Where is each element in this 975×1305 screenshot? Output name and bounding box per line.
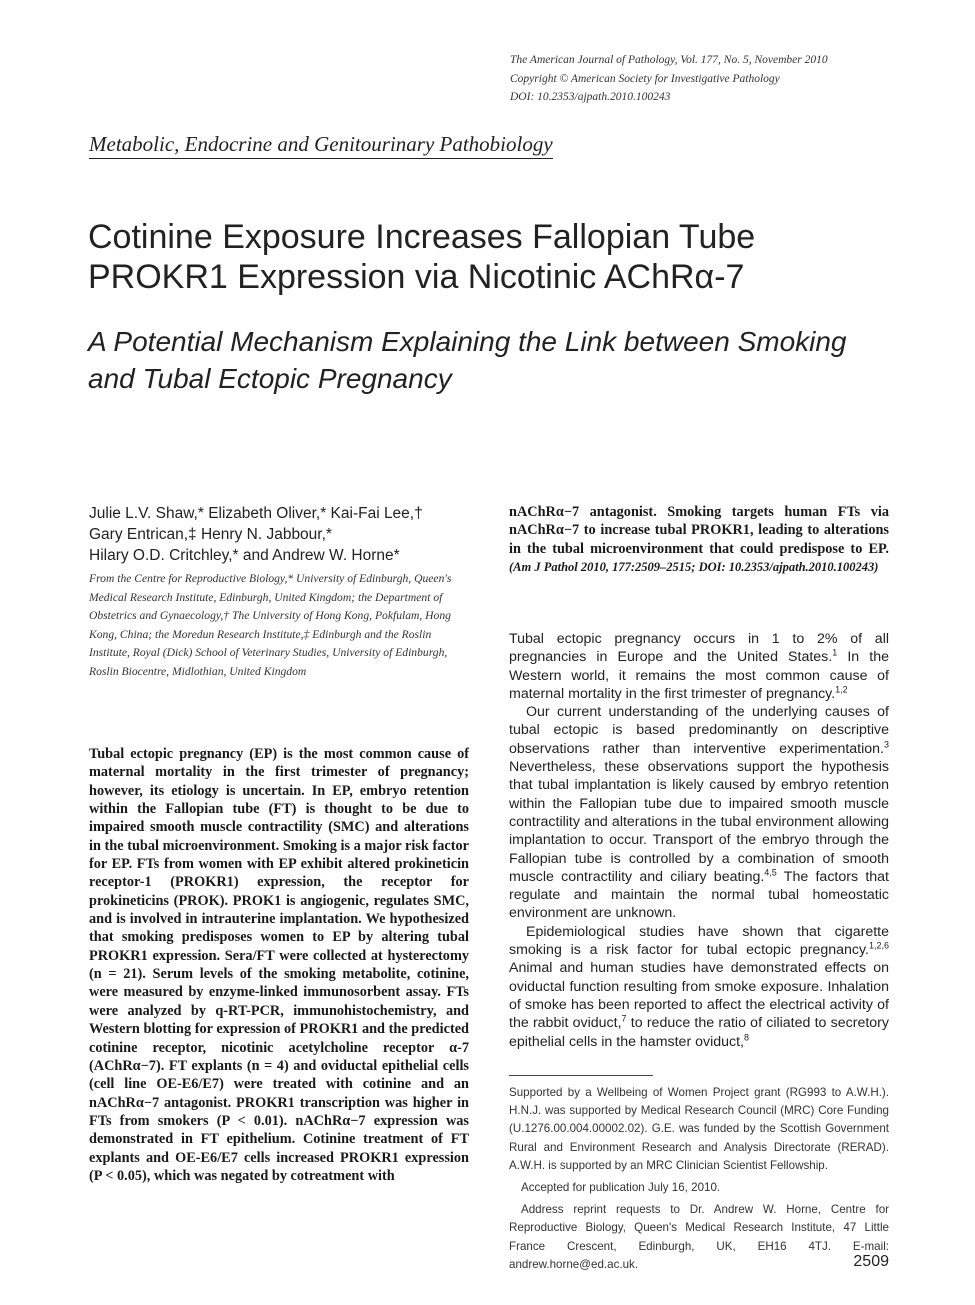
- abstract-column-left: Tubal ectopic pregnancy (EP) is the most common cause of maternal mortality in the first trimester of pregnancy; however, its etiology is uncertain. In EP, embryo retention within the Fallopian tube (FT) is thought to be due to impaired smooth muscle contractility (SMC) and alterations in the tubal microenvironment. Smoking is a major risk factor for EP. FTs from women with EP exhibit altered prokineticin receptor-1 (PROKR1) expression, the receptor for prokineticins (PROK). PROK1 is angiogenic, regulates SMC, and is involved in intrauterine implantation. We hypothesized that smoking predisposes women to EP by altering tubal PROKR1 expression. Sera/FT were collected at hysterectomy (n = 21). Serum levels of the smoking metabolite, cotinine, were measured by enzyme-linked immunosorbent assay. FTs were analyzed by q-RT-PCR, immunohistochemistry, and Western blotting for expression of PROKR1 and the predicted cotinine receptor, nicotinic acetylcholine receptor α-7 (AChRα−7). FT explants (n = 4) and oviductal epithelial cells (cell line OE-E6/E7) were treated with cotinine and an nAChRα−7 antagonist. PROKR1 transcription was higher in FTs from smokers (P < 0.01). nAChRα−7 expression was demonstrated in FT epithelium. Cotinine treatment of FT explants and OE-E6/E7 cells increased PROKR1 expression (P < 0.05), which was negated by cotreatment with: [89, 746, 469, 1184]
- footnote-divider: [509, 1075, 653, 1076]
- subtitle-line-1: A Potential Mechanism Explaining the Link between Smoking: [88, 326, 847, 357]
- intro-p3-text-b: Animal and human studies have demonstrated effects on oviductal function resulting from smoke exposure. Inhalation of smoke has been reported to affect the electrical activity of the rabbit oviduct,: [509, 960, 889, 1032]
- accepted-note: Accepted for publication July 16, 2010.: [521, 1181, 721, 1195]
- abstract-citation: (Am J Pathol 2010, 177:2509–2515; DOI: 10.2353/ajpath.2010.100243): [509, 560, 879, 575]
- intro-p1-text: Tubal ectopic pregnancy occurs in 1 to 2% of all pregnancies in Europe and the United States.: [509, 631, 889, 666]
- article-title: [88, 217, 908, 297]
- reference-marker: 3: [883, 739, 889, 750]
- subtitle-line-2: and Tubal Ectopic Pregnancy: [88, 363, 452, 394]
- intro-p3-text-a: Epidemiological studies have shown that cigarette smoking is a risk factor for tubal ectopic pregnancy.: [509, 923, 889, 959]
- intro-paragraph-2: [509, 703, 889, 923]
- intro-paragraph-3: [509, 923, 889, 1051]
- intro-p3-text-c: to reduce the ratio of ciliated to secretory epithelial cells in the hamster oviduct,: [509, 1015, 889, 1050]
- section-header: Metabolic, Endocrine and Genitourinary Pathobiology: [89, 132, 553, 159]
- title-line-1: Cotinine Exposure Increases Fallopian Tube: [88, 218, 756, 256]
- authors-line-1: Julie L.V. Shaw,* Elizabeth Oliver,* Kai-Fai Lee,†: [89, 505, 423, 522]
- title-line-2: PROKR1 Expression via Nicotinic AChRα-7: [88, 258, 745, 296]
- intro-p2-text-c: The factors that regulate and maintain the normal tubal homeostatic environment are unknown.: [509, 868, 889, 922]
- introduction-text: [509, 630, 889, 1051]
- authors-line-2: Gary Entrican,‡ Henry N. Jabbour,*: [89, 526, 332, 543]
- journal-info: [510, 51, 950, 107]
- affiliations: From the Centre for Reproductive Biology,* University of Edinburgh, Queen's Medical Research Institute, Edinburgh, United Kingdom; the Department of Obstetrics and Gynaecology,† The University of Hong Kong, Pokfulam, Hong Kong, China; the Moredun Research Institute,‡ Edinburgh and the Roslin Institute, Royal (Dick) School of Veterinary Studies, University of Edinburgh, Roslin Biocentre, Midlothian, United Kingdom: [89, 572, 452, 678]
- reference-marker: 1,2,6: [868, 940, 889, 951]
- author-list: [89, 503, 479, 566]
- abstract-continuation: nAChRα−7 antagonist. Smoking targets human FTs via nAChRα−7 to increase tubal PROKR1, leading to alterations in the tubal microenvironment that could predispose to EP.: [509, 504, 889, 557]
- authors-line-3: Hilary O.D. Critchley,* and Andrew W. Horne*: [89, 547, 400, 564]
- address-note: Address reprint requests to Dr. Andrew W. Horne, Centre for Reproductive Biology, Queen's Medical Research Institute, 47 Little France Crescent, Edinburgh, UK, EH16 4TJ. E-mail: andrew.horne@ed.ac.uk.: [509, 1203, 889, 1271]
- footnotes: [509, 1084, 889, 1274]
- page-number: 2509: [853, 1253, 889, 1270]
- journal-citation: The American Journal of Pathology, Vol. 177, No. 5, November 2010: [510, 54, 828, 66]
- article-subtitle: [88, 323, 908, 397]
- reference-marker: 1,2: [835, 684, 848, 695]
- reference-marker: 8: [744, 1031, 750, 1042]
- reference-marker: 4,5: [764, 867, 777, 878]
- journal-doi: DOI: 10.2353/ajpath.2010.100243: [510, 91, 671, 103]
- intro-paragraph-1: [509, 630, 889, 703]
- intro-p2-text-a: Our current understanding of the underlying causes of tubal ectopic is based predominantly on descriptive observations rather than interventive experimentation.: [509, 704, 889, 757]
- funding-note: Supported by a Wellbeing of Women Project grant (RG993 to A.W.H.). H.N.J. was supported by Medical Research Council (MRC) Core Funding (U.1276.00.004.00002.02). G.E. was funded by the Scottish Government Rural and Environment Research and Analysis Directorate (RERAD). A.W.H. is supported by an MRC Clinician Scientist Fellowship.: [509, 1086, 889, 1172]
- intro-p2-text-b: Nevertheless, these observations support the hypothesis that tubal implantation is likely caused by embryo retention within the Fallopian tube due to impaired smooth muscle contractility and alterations in the tubal environment allowing implantation to occur. Transport of the embryo through the Fallopian tube is controlled by a combination of smooth muscle contractility and ciliary beating.: [509, 759, 889, 885]
- reference-marker: 1: [832, 647, 838, 658]
- reference-marker: 7: [621, 1013, 627, 1024]
- abstract-column-right: [509, 503, 889, 576]
- intro-p1-text-b: In the Western world, it remains the most common cause of maternal mortality in the first trimester of pregnancy.: [509, 649, 889, 702]
- journal-copyright: Copyright © American Society for Investigative Pathology: [510, 72, 780, 85]
